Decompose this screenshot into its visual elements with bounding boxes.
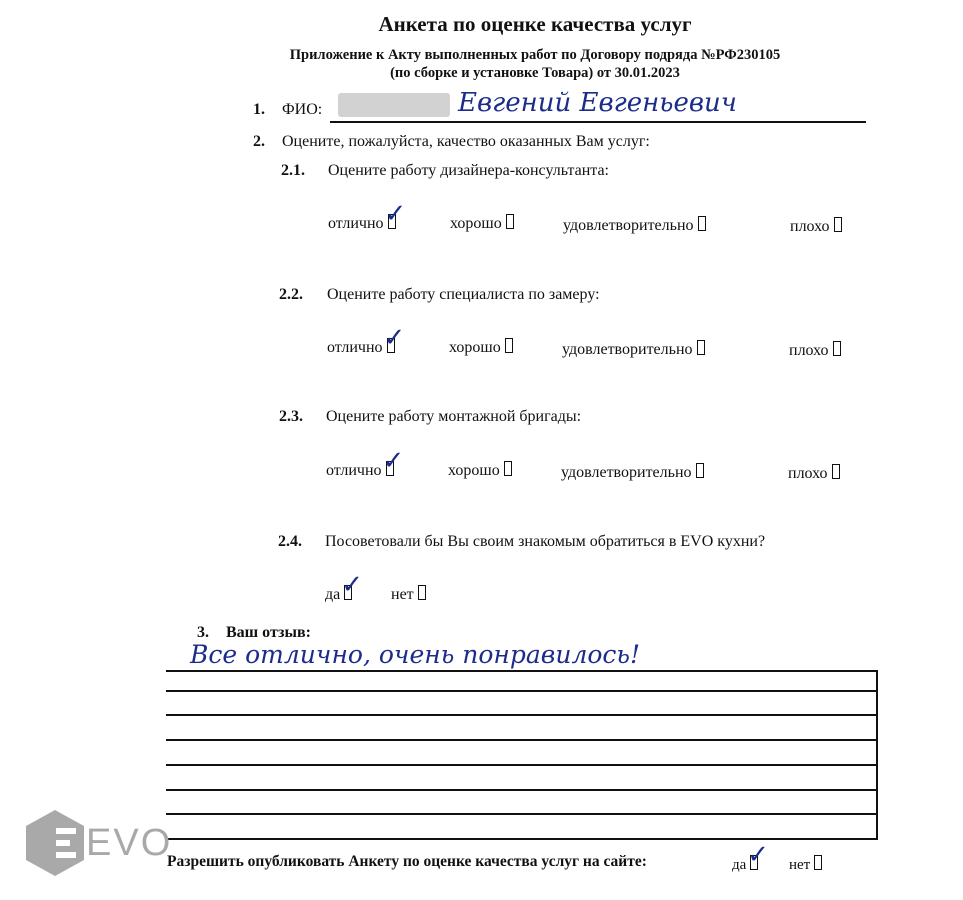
q24-text: Посоветовали бы Вы своим знакомым обратиться в EVO кухни? xyxy=(325,533,766,550)
option-label: плохо xyxy=(790,218,830,235)
option-label: плохо xyxy=(789,342,829,359)
check-mark-icon: ✓ xyxy=(747,840,770,870)
checkbox-good[interactable] xyxy=(504,461,512,476)
review-line xyxy=(166,739,876,741)
q21-option-good[interactable] xyxy=(450,214,514,233)
q24-number: 2.4. xyxy=(278,533,302,550)
checkbox-no[interactable] xyxy=(418,585,426,600)
checkbox-no[interactable] xyxy=(814,855,822,870)
checkbox-excellent[interactable] xyxy=(383,323,406,353)
review-line xyxy=(166,813,876,815)
checkbox-yes[interactable] xyxy=(341,570,364,600)
fio-number: 1. xyxy=(253,101,265,118)
q22-option-poor[interactable] xyxy=(789,341,841,360)
review-line xyxy=(166,714,876,716)
option-label: нет xyxy=(391,586,414,603)
review-label: Ваш отзыв: xyxy=(226,624,311,641)
checkbox-satisfactory[interactable] xyxy=(696,463,704,478)
q21-option-poor[interactable] xyxy=(790,217,842,236)
q2-number: 2. xyxy=(253,133,265,150)
checkbox-good[interactable] xyxy=(505,338,513,353)
checkbox-satisfactory[interactable] xyxy=(698,216,706,231)
q23-option-excellent[interactable] xyxy=(326,446,405,480)
review-line xyxy=(166,690,876,692)
review-line xyxy=(166,838,878,840)
checkbox-yes[interactable] xyxy=(747,840,770,870)
q22-number: 2.2. xyxy=(279,286,303,303)
q22-option-excellent[interactable] xyxy=(327,323,406,357)
q21-number: 2.1. xyxy=(281,162,305,179)
checkbox-poor[interactable] xyxy=(833,341,841,356)
form-subtitle-line2: (по сборке и установке Товара) от 30.01.2023 xyxy=(390,65,680,81)
checkbox-good[interactable] xyxy=(506,214,514,229)
option-label: удовлетворительно xyxy=(561,464,692,481)
logo-text: EVO xyxy=(86,822,173,864)
q24-option-no[interactable] xyxy=(391,585,426,604)
fio-label: ФИО: xyxy=(282,101,323,118)
q23-option-satisfactory[interactable] xyxy=(561,463,704,482)
checkbox-poor[interactable] xyxy=(832,464,840,479)
option-label: удовлетворительно xyxy=(562,341,693,358)
review-handwritten[interactable]: Все отлично, очень понравилось! xyxy=(190,640,641,669)
option-label: отлично xyxy=(327,339,383,356)
q23-number: 2.3. xyxy=(279,408,303,425)
option-label: нет xyxy=(789,857,811,873)
review-line xyxy=(166,764,876,766)
q21-option-satisfactory[interactable] xyxy=(563,216,706,235)
checkbox-satisfactory[interactable] xyxy=(697,340,705,355)
q21-text: Оцените работу дизайнера-консультанта: xyxy=(328,162,609,179)
check-mark-icon: ✓ xyxy=(382,446,405,476)
checkbox-poor[interactable] xyxy=(834,217,842,232)
q22-option-satisfactory[interactable] xyxy=(562,340,705,359)
redacted-surname xyxy=(338,93,450,117)
fio-underline xyxy=(330,121,866,123)
option-label: удовлетворительно xyxy=(563,217,694,234)
q24-option-yes[interactable] xyxy=(325,570,364,604)
fio-handwritten[interactable]: Евгений Евгеньевич xyxy=(458,88,737,118)
option-label: хорошо xyxy=(448,462,500,479)
checkbox-excellent[interactable] xyxy=(382,446,405,476)
review-line xyxy=(166,789,876,791)
option-label: отлично xyxy=(326,462,382,479)
q23-text: Оцените работу монтажной бригады: xyxy=(326,408,582,425)
review-number: 3. xyxy=(197,624,209,641)
checkbox-excellent[interactable] xyxy=(384,199,407,229)
publish-option-no[interactable] xyxy=(789,855,822,874)
option-label: да xyxy=(732,857,747,873)
option-label: да xyxy=(325,586,341,603)
publish-text: Разрешить опубликовать Анкету по оценке качества услуг на сайте: xyxy=(167,853,647,870)
review-box-right-border xyxy=(876,672,878,840)
option-label: плохо xyxy=(788,465,828,482)
option-label: отлично xyxy=(328,215,384,232)
q22-option-good[interactable] xyxy=(449,338,513,357)
q2-text: Оцените, пожалуйста, качество оказанных Вам услуг: xyxy=(282,133,650,150)
review-line xyxy=(166,670,878,672)
option-label: хорошо xyxy=(450,215,502,232)
check-mark-icon: ✓ xyxy=(383,323,406,353)
check-mark-icon: ✓ xyxy=(341,570,364,600)
q23-option-good[interactable] xyxy=(448,461,512,480)
form-subtitle-line1: Приложение к Акту выполненных работ по Договору подряда №РФ230105 xyxy=(289,47,781,63)
check-mark-icon: ✓ xyxy=(384,199,407,229)
publish-option-yes[interactable] xyxy=(732,840,770,874)
q21-option-excellent[interactable] xyxy=(328,199,407,233)
q23-option-poor[interactable] xyxy=(788,464,840,483)
q22-text: Оцените работу специалиста по замеру: xyxy=(327,286,600,303)
option-label: хорошо xyxy=(449,339,501,356)
hexagon-logo-icon xyxy=(20,808,90,878)
form-title: Анкета по оценке качества услуг xyxy=(378,12,692,36)
